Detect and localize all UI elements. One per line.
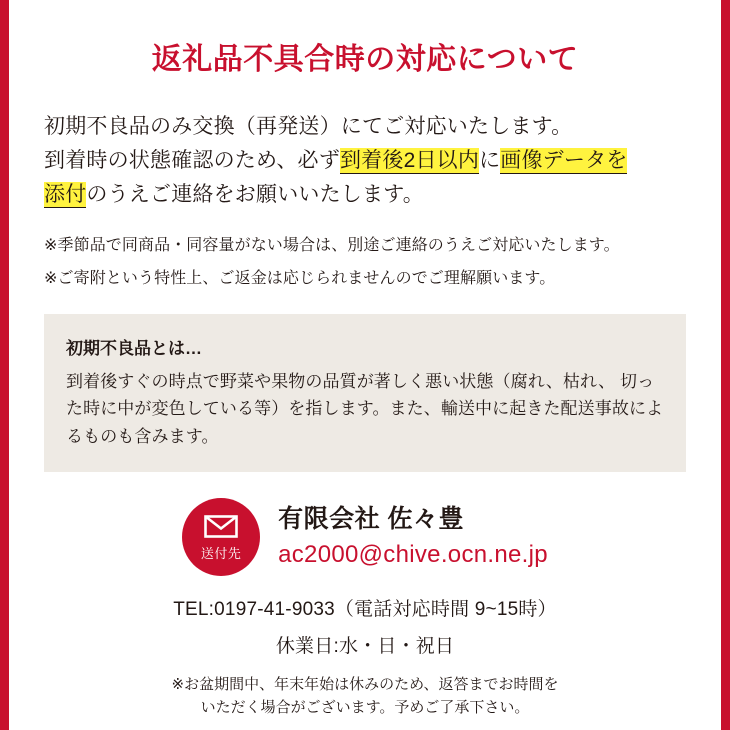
lead-line-3: [44, 178, 699, 212]
lead-highlight-attach: 添付: [44, 183, 87, 207]
lead-line-2-mid: に: [479, 149, 501, 173]
lead-line-2-pre: 到着時の状態確認のため、必ず: [44, 149, 340, 173]
definition-box: [44, 314, 686, 473]
lead-line-2: [44, 144, 699, 178]
lead-line-3-rest: のうえご連絡をお願いいたします。: [86, 183, 424, 207]
contact-text: [278, 504, 548, 570]
badge-label: 送付先: [200, 545, 242, 561]
lead-line-1: 初期不良品のみ交換（再発送）にてご対応いたします。: [44, 115, 573, 138]
telephone-line: TEL:0197-41-9033（電話対応時間 9~15時）: [173, 599, 557, 621]
notes-list: [31, 234, 699, 292]
footnote: [31, 674, 699, 719]
document-inner: [9, 0, 721, 730]
company-name: 有限会社 佐々豊: [278, 505, 465, 534]
shipping-destination-badge: [182, 498, 260, 576]
lead-highlight-image-data: 画像データを: [500, 149, 628, 173]
footnote-line-1: ※お盆期間中、年末年始は休みのため、返答までお時間を: [171, 676, 559, 694]
envelope-icon: [204, 515, 238, 543]
page-title: 返礼品不具合時の対応について: [151, 43, 579, 76]
footnote-line-2: いただく場合がございます。予めご了承下さい。: [200, 698, 530, 716]
contact-block: [31, 498, 699, 576]
lead-highlight-deadline: 到着後2日以内: [339, 149, 480, 173]
definition-heading: 初期不良品とは…: [66, 338, 202, 358]
lead-paragraph: [31, 110, 699, 212]
holiday-line: 休業日:水・日・祝日: [275, 636, 455, 658]
note-item: ※季節品で同商品・同容量がない場合は、別途ご連絡のうえご対応いたします。: [44, 237, 620, 255]
definition-body: 到着後すぐの時点で野菜や果物の品質が著しく悪い状態（腐れ、枯れ、 切った時に中が変色している等）を指します。また、輸送中に起きた配送事故によるものも含みます。: [66, 371, 664, 446]
email-address[interactable]: ac2000@chive.ocn.ne.jp: [278, 541, 548, 569]
note-item: ※ご寄附という特性上、ご返金は応じられませんのでご理解願います。: [44, 269, 556, 287]
